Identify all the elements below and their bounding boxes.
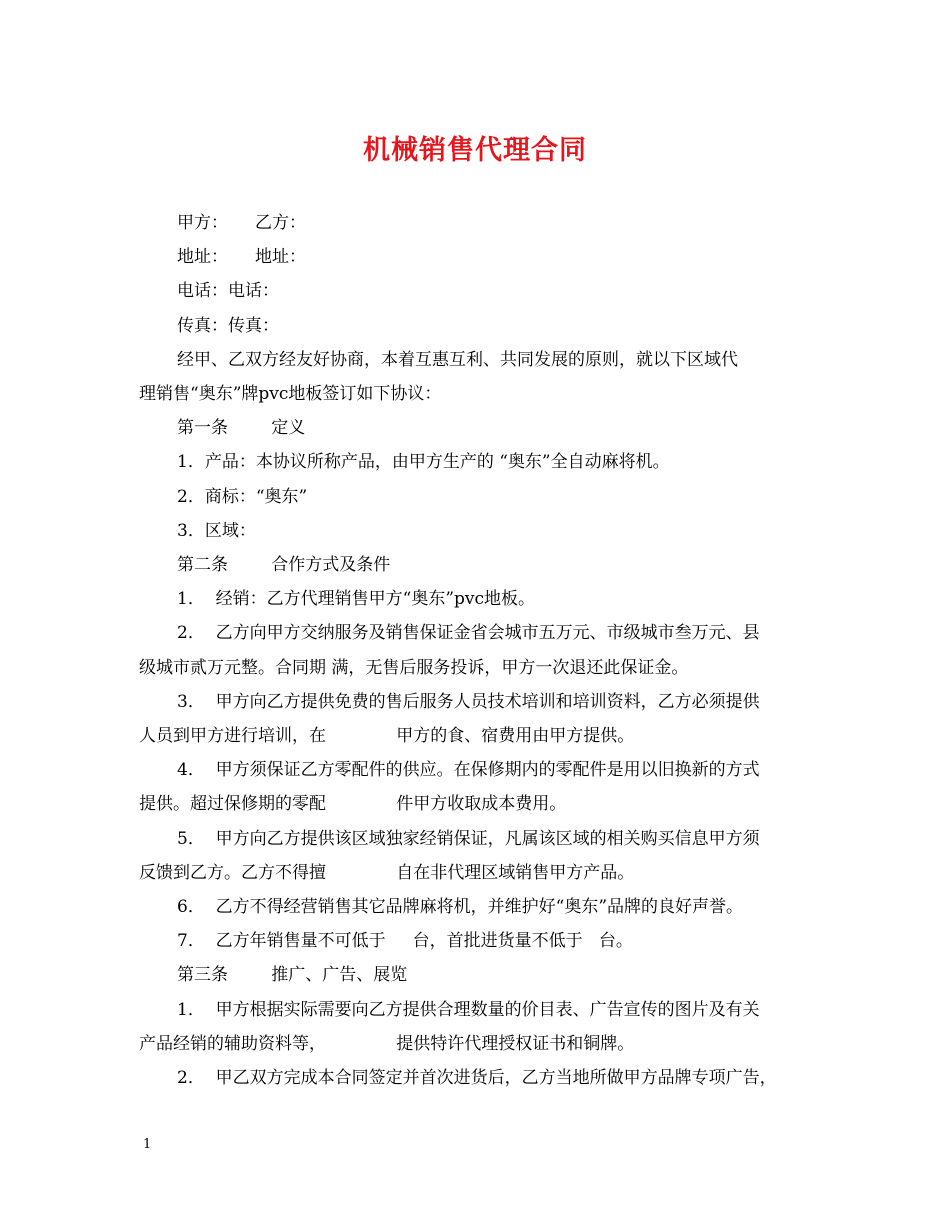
- article-3-heading: 第三条 推广、广告、展览: [177, 965, 408, 986]
- article-2-item-7: 7． 乙方年销售量不可低于 台，首批进货量不低于 台。: [177, 931, 633, 952]
- article-1-item-2: 2．商标：“奥东”: [177, 486, 308, 507]
- article-2-item-1: 1． 经销：乙方代理销售甲方“奥东”pvc地板。: [177, 589, 536, 610]
- line-party-a-b: 甲方： 乙方：: [177, 213, 307, 233]
- article-2-item-2-line-2: 级城市贰万元整。合同期 满，无售后服务投诉，甲方一次退还此保证金。: [139, 657, 689, 678]
- article-2-item-4-line-2: 提供。超过保修期的零配 件甲方收取成本费用。: [139, 794, 567, 815]
- line-preamble-1: 经甲、乙双方经友好协商，本着互惠互利、共同发展的原则，就以下区域代: [177, 349, 738, 370]
- article-1-item-3: 3．区域：: [177, 520, 256, 541]
- line-fax: 传真：传真：: [177, 315, 279, 336]
- article-2-item-2-line-1: 2． 乙方向甲方交纳服务及销售保证金省会城市五万元、市级城市叁万元、县: [177, 623, 760, 644]
- article-2-item-3-line-2: 人员到甲方进行培训，在 甲方的食、宿费用由甲方提供。: [139, 726, 635, 747]
- article-2-item-3-line-1: 3． 甲方向乙方提供免费的售后服务人员技术培训和培训资料，乙方必须提供: [177, 691, 760, 712]
- line-preamble-2: 理销售“奥东”牌pvc地板签订如下协议：: [139, 384, 442, 405]
- article-2-item-4-line-1: 4． 甲方须保证乙方零配件的供应。在保修期内的零配件是用以旧换新的方式: [177, 760, 760, 781]
- document-title: 机械销售代理合同: [363, 135, 587, 166]
- line-phone: 电话：电话：: [177, 281, 279, 302]
- article-2-item-5-line-2: 反馈到乙方。乙方不得擅 自在非代理区域销售甲方产品。: [139, 862, 635, 883]
- page-number: 1: [143, 1137, 152, 1152]
- line-address: 地址： 地址：: [177, 247, 307, 268]
- article-3-item-1-line-1: 1． 甲方根据实际需要向乙方提供合理数量的价目表、广告宣传的图片及有关: [177, 999, 760, 1020]
- article-1-item-1: 1．产品：本协议所称产品，由甲方生产的 “奥东”全自动麻将机。: [177, 452, 670, 473]
- article-2-heading: 第二条 合作方式及条件: [177, 555, 391, 576]
- article-3-item-1-line-2: 产品经销的辅助资料等， 提供特许代理授权证书和铜牌。: [139, 1033, 635, 1054]
- contract-body: [139, 206, 819, 1095]
- article-2-item-5-line-1: 5． 甲方向乙方提供该区域独家经销保证，凡属该区域的相关购买信息甲方须: [177, 828, 760, 849]
- article-2-item-6: 6． 乙方不得经营销售其它品牌麻将机，并维护好“奥东”品牌的良好声誉。: [177, 897, 744, 918]
- article-1-heading: 第一条 定义: [177, 418, 306, 439]
- article-3-item-2-line-1: 2． 甲乙双方完成本合同签定并首次进货后，乙方当地所做甲方品牌专项广告，: [177, 1068, 777, 1089]
